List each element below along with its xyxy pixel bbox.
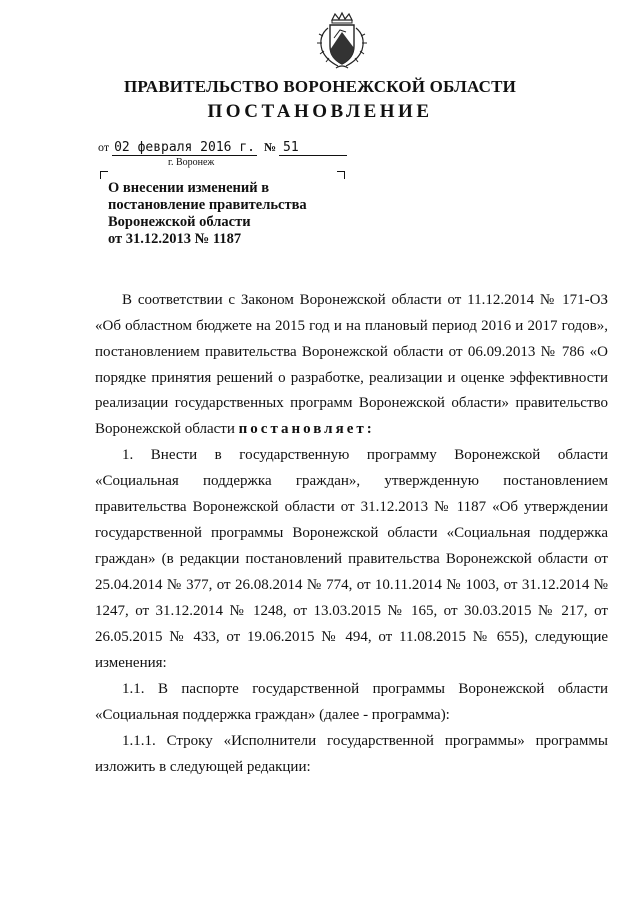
- body-line: 26.05.2015 № 433, от 19.06.2015 № 494, от 11.08.2015 № 655), следующие: [95, 629, 608, 645]
- body-line: [95, 420, 608, 438]
- body-line: 1.1.1. Строку «Исполнители государственной программы» программы: [122, 733, 608, 749]
- body-line: изменения:: [95, 655, 167, 671]
- body-line: порядке принятия решений о разработке, реализации и оценке эффективности: [95, 370, 608, 386]
- preamble-ending: Воронежской области: [95, 421, 235, 437]
- subject-heading: [108, 180, 307, 248]
- date-prefix: от: [98, 140, 110, 154]
- subject-line: О внесении изменений в: [108, 180, 270, 196]
- body-line: реализации государственных программ Воронежской области» правительство: [95, 395, 608, 411]
- document-date: 02 февраля 2016 г.: [114, 140, 255, 155]
- body-line: изложить в следующей редакции:: [95, 759, 311, 775]
- body-line: граждан» (в редакции постановлений правительства Воронежской области от: [95, 551, 608, 567]
- body-line: В соответствии с Законом Воронежской области от 11.12.2014 № 171-ОЗ: [122, 292, 608, 308]
- subject-line: постановление правительства: [108, 197, 307, 213]
- subject-line: Воронежской области: [108, 214, 251, 230]
- body-line: 1247, от 31.12.2014 № 1248, от 13.03.2015 № 165, от 30.03.2015 № 217, от: [95, 603, 608, 619]
- resolves-word: постановляет:: [238, 421, 375, 437]
- document-type: ПОСТАНОВЛЕНИЕ: [207, 101, 433, 122]
- body-line: «Социальная поддержка граждан», утвержденную постановлением: [95, 473, 608, 489]
- body-line: 1.1. В паспорте государственной программы Воронежской области: [122, 681, 608, 697]
- body-line: 1. Внести в государственную программу Воронежской области: [122, 447, 608, 463]
- document-number: 51: [279, 140, 347, 156]
- body-line: «Об областном бюджете на 2015 год и на плановый период 2016 и 2017 годов»,: [95, 318, 608, 334]
- body-line: государственной программы Воронежской области «Социальная поддержка: [95, 525, 608, 541]
- body-line: правительства Воронежской области от 31.12.2013 № 1187 «Об утверждении: [95, 499, 608, 515]
- city: г. Воронеж: [168, 157, 215, 168]
- subject-line: от 31.12.2013 № 1187: [108, 231, 242, 247]
- subject-right-bracket: [337, 171, 345, 179]
- body-line: «Социальная поддержка граждан» (далее - программа):: [95, 707, 450, 723]
- coat-of-arms-icon: [310, 10, 374, 74]
- body-line: 25.04.2014 № 377, от 26.08.2014 № 774, от 10.11.2014 № 1003, от 31.12.2014 №: [95, 577, 608, 593]
- body-line: постановлением правительства Воронежской области от 06.09.2013 № 786 «О: [95, 344, 608, 360]
- registration-line: [98, 140, 347, 156]
- number-label: №: [263, 140, 277, 154]
- government-title: ПРАВИТЕЛЬСТВО ВОРОНЕЖСКОЙ ОБЛАСТИ: [123, 77, 517, 96]
- subject-left-bracket: [100, 171, 108, 179]
